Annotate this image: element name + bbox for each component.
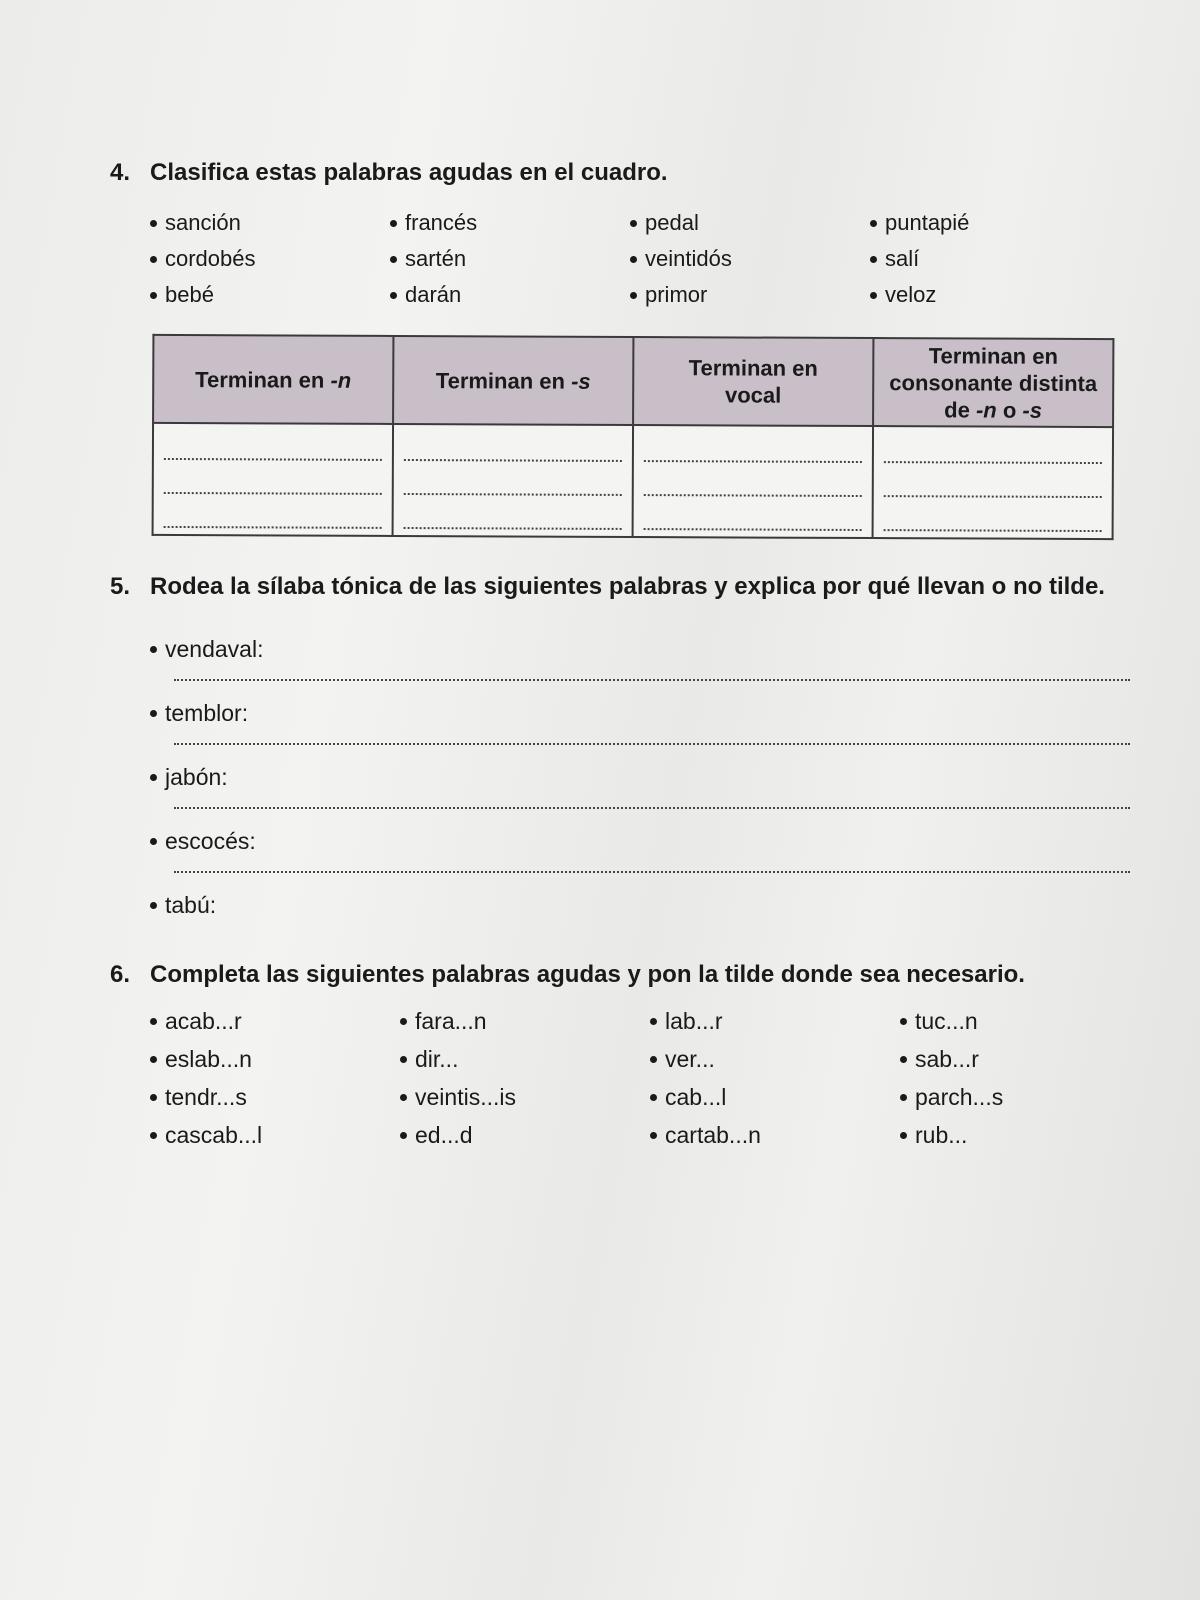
- word-label: primor: [645, 282, 708, 307]
- bullet-icon: [900, 1056, 907, 1063]
- bullet-icon: [390, 220, 397, 227]
- word-item: [150, 210, 390, 236]
- word-label: cab...l: [665, 1084, 727, 1110]
- answer-line[interactable]: [174, 871, 1130, 873]
- word-label: temblor:: [165, 700, 249, 726]
- word-label: cascab...l: [165, 1122, 263, 1148]
- word-label: tuc...n: [915, 1008, 978, 1034]
- word-item: [650, 1008, 900, 1035]
- word-item: [150, 1084, 400, 1111]
- word-label: vendaval:: [165, 636, 264, 662]
- bullet-icon: [630, 292, 637, 299]
- word-item: [900, 1046, 1150, 1073]
- answer-line[interactable]: [884, 505, 1102, 532]
- word-item: [150, 282, 390, 308]
- bullet-icon: [400, 1132, 407, 1139]
- word-item: [650, 1084, 900, 1111]
- word-item: [400, 1046, 650, 1073]
- exercise-instruction: Clasifica estas palabras agudas en el cuadro.: [150, 159, 668, 186]
- word-label: veintis...is: [415, 1084, 516, 1110]
- classification-table: [152, 334, 1115, 540]
- word-item: [900, 1008, 1150, 1035]
- answer-line[interactable]: [644, 504, 862, 531]
- bullet-icon: [150, 710, 157, 717]
- bullet-icon: [650, 1094, 657, 1101]
- exercise-6-word-list: [150, 1008, 1150, 1149]
- answer-cell-vocal[interactable]: [633, 425, 873, 538]
- bullet-icon: [650, 1132, 657, 1139]
- word-label: rub...: [915, 1122, 968, 1148]
- word-item: [900, 1122, 1150, 1149]
- exercise-number: 6.: [110, 961, 131, 988]
- word-item: [390, 282, 630, 308]
- exercise-5-list: [150, 636, 1130, 956]
- word-item: [900, 1084, 1150, 1111]
- word-item: [650, 1046, 900, 1073]
- answer-line[interactable]: [164, 502, 382, 529]
- bullet-icon: [870, 292, 877, 299]
- word-label: parch...s: [915, 1084, 1004, 1110]
- word-item: [150, 1046, 400, 1073]
- list-item: [150, 636, 1130, 700]
- list-item: [150, 828, 1130, 892]
- word-item: [400, 1122, 650, 1149]
- answer-line[interactable]: [174, 679, 1130, 681]
- answer-line[interactable]: [164, 468, 382, 495]
- word-label: bebé: [165, 282, 214, 307]
- bullet-icon: [900, 1094, 907, 1101]
- answer-cell-consonante[interactable]: [873, 426, 1113, 539]
- word-label: veintidós: [645, 246, 732, 271]
- word-item: [630, 282, 870, 308]
- word-item: [630, 246, 870, 272]
- bullet-icon: [390, 292, 397, 299]
- word-label: tabú:: [165, 892, 217, 918]
- exercise-5-title: [110, 574, 1110, 600]
- word-item: [650, 1122, 900, 1149]
- bullet-icon: [150, 646, 157, 653]
- word-item: [400, 1008, 650, 1035]
- answer-line[interactable]: [404, 469, 622, 496]
- bullet-icon: [630, 220, 637, 227]
- word-label: sanción: [165, 210, 241, 235]
- word-label: darán: [405, 282, 462, 307]
- bullet-icon: [900, 1132, 907, 1139]
- bullet-icon: [650, 1018, 657, 1025]
- word-item: [390, 246, 630, 272]
- answer-cell-s[interactable]: [393, 424, 633, 537]
- answer-line[interactable]: [404, 503, 622, 530]
- bullet-icon: [150, 1018, 157, 1025]
- bullet-icon: [390, 256, 397, 263]
- answer-line[interactable]: [164, 434, 382, 461]
- word-item: [870, 282, 1110, 308]
- bullet-icon: [150, 256, 157, 263]
- list-item: [150, 764, 1130, 828]
- word-label: jabón:: [165, 764, 228, 790]
- word-item: [870, 210, 1110, 236]
- bullet-icon: [870, 220, 877, 227]
- word-label: cordobés: [165, 246, 256, 271]
- word-item: [150, 1008, 400, 1035]
- bullet-icon: [900, 1018, 907, 1025]
- word-label: lab...r: [665, 1008, 723, 1034]
- bullet-icon: [150, 1094, 157, 1101]
- exercise-number: 4.: [110, 159, 131, 186]
- bullet-icon: [400, 1018, 407, 1025]
- word-label: francés: [405, 210, 478, 235]
- exercise-4-word-list: [150, 210, 1110, 308]
- bullet-icon: [150, 1132, 157, 1139]
- word-item: [390, 210, 630, 236]
- word-label: sab...r: [915, 1046, 979, 1072]
- word-item: [400, 1084, 650, 1111]
- word-label: eslab...n: [165, 1046, 252, 1072]
- bullet-icon: [650, 1056, 657, 1063]
- bullet-icon: [150, 1056, 157, 1063]
- answer-line[interactable]: [174, 743, 1130, 745]
- exercise-instruction: Rodea la sílaba tónica de las siguientes palabras y explica por qué llevan o no tilde.: [150, 573, 1105, 600]
- bullet-icon: [630, 256, 637, 263]
- table-header-n: Terminan en -n: [153, 335, 393, 424]
- bullet-icon: [400, 1094, 407, 1101]
- answer-line[interactable]: [174, 807, 1130, 809]
- answer-line[interactable]: [644, 470, 862, 497]
- word-label: dir...: [415, 1046, 459, 1072]
- word-item: [630, 210, 870, 236]
- bullet-icon: [150, 774, 157, 781]
- table-header-consonante: Terminan en consonante distinta de -n o -s: [873, 338, 1113, 427]
- exercise-instruction: Completa las siguientes palabras agudas y pon la tilde donde sea necesario.: [150, 961, 1025, 988]
- word-label: escocés:: [165, 828, 256, 854]
- exercise-number: 5.: [110, 573, 131, 600]
- bullet-icon: [150, 292, 157, 299]
- word-label: salí: [885, 246, 920, 271]
- word-label: tendr...s: [165, 1084, 247, 1110]
- table-header-vocal: Terminan en vocal: [633, 337, 873, 426]
- answer-line[interactable]: [404, 435, 622, 462]
- word-label: ver...: [665, 1046, 715, 1072]
- exercise-4-title: [110, 160, 1110, 186]
- word-item: [150, 246, 390, 272]
- word-label: veloz: [885, 282, 937, 307]
- bullet-icon: [400, 1056, 407, 1063]
- answer-line[interactable]: [644, 436, 862, 463]
- word-label: pedal: [645, 210, 699, 235]
- bullet-icon: [150, 220, 157, 227]
- answer-line[interactable]: [884, 471, 1102, 498]
- list-item: [150, 892, 1130, 956]
- answer-cell-n[interactable]: [153, 423, 393, 536]
- bullet-icon: [870, 256, 877, 263]
- exercise-6-title: [110, 962, 1150, 988]
- bullet-icon: [150, 838, 157, 845]
- word-label: cartab...n: [665, 1122, 761, 1148]
- word-item: [870, 246, 1110, 272]
- word-label: acab...r: [165, 1008, 242, 1034]
- table-header-s: Terminan en -s: [393, 336, 633, 425]
- word-label: fara...n: [415, 1008, 487, 1034]
- word-label: puntapié: [885, 210, 970, 235]
- word-label: sartén: [405, 246, 467, 271]
- answer-line[interactable]: [884, 437, 1102, 464]
- word-item: [150, 1122, 400, 1149]
- bullet-icon: [150, 902, 157, 909]
- word-label: ed...d: [415, 1122, 473, 1148]
- list-item: [150, 700, 1130, 764]
